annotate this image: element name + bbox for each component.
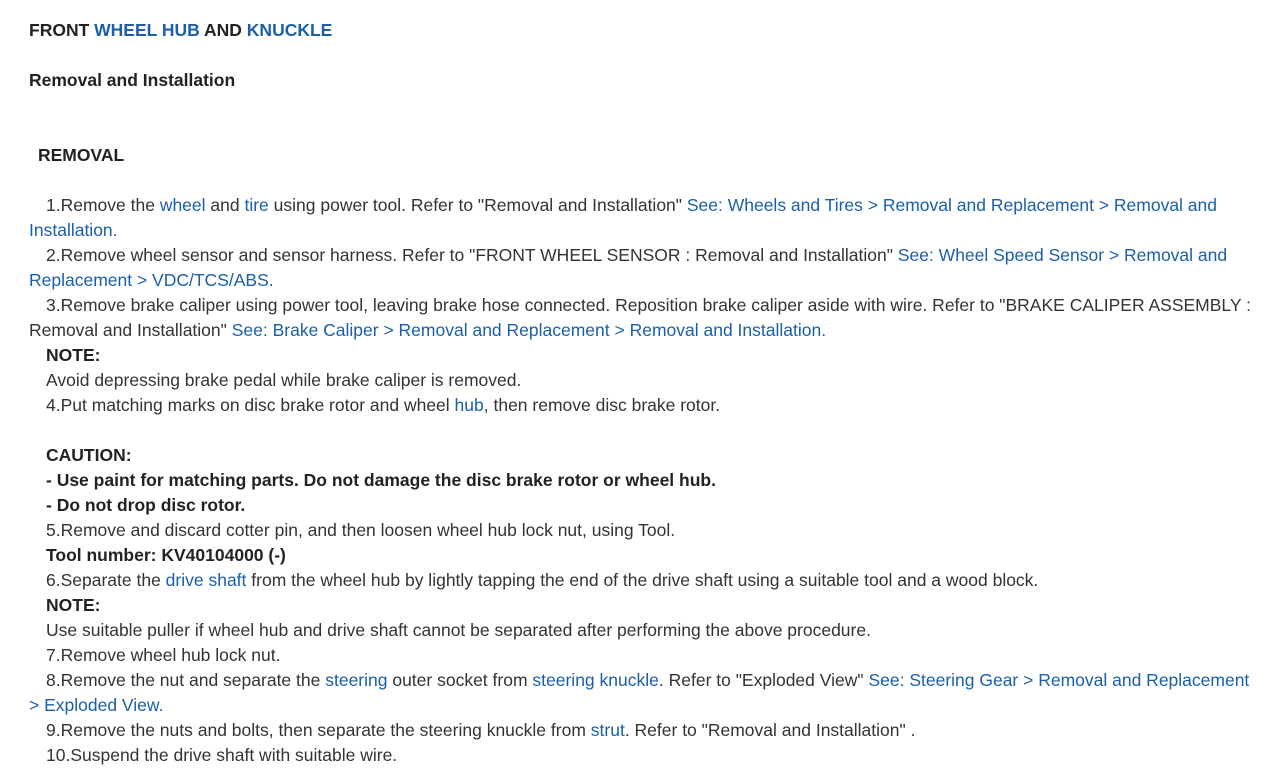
step-2: 2.Remove wheel sensor and sensor harness. Refer to "FRONT WHEEL SENSOR : Removal and Installation" See: Wheel Speed Sensor > Removal and Replacement > VDC/TCS/ABS. <box>29 245 1228 290</box>
step-3: 3.Remove brake caliper using power tool, leaving brake hose connected. Reposition brake caliper aside with wire. Refer to "BRAKE CALIPER ASSEMBLY : Removal and Installation" See: Brake Caliper > Removal and Replacement > Removal and Installation. <box>29 295 1251 340</box>
see-steering-gear-link[interactable]: See: Steering Gear > Removal and Replacement > Exploded View <box>29 670 1250 715</box>
see-wheels-tires-link[interactable]: See: Wheels and Tires > Removal and Replacement > Removal and Installation <box>29 195 1218 240</box>
step-6: 6.Separate the drive shaft from the wheel hub by lightly tapping the end of the drive shaft using a suitable tool and a wood block. <box>46 570 1039 590</box>
see-wheel-speed-sensor-link[interactable]: See: Wheel Speed Sensor > Removal and Replacement > VDC/TCS/ABS <box>29 245 1228 290</box>
wheel-hub-link[interactable]: WHEEL HUB <box>94 20 200 40</box>
step-4: 4.Put matching marks on disc brake rotor and wheel hub, then remove disc brake rotor. <box>46 395 721 415</box>
note-text: Use suitable puller if wheel hub and drive shaft cannot be separated after performing the above procedure. <box>46 620 871 640</box>
caution-item-1: - Use paint for matching parts. Do not damage the disc brake rotor or wheel hub. <box>46 470 716 490</box>
steering-link[interactable]: steering <box>325 670 388 690</box>
strut-link[interactable]: strut <box>590 720 625 740</box>
hub-link[interactable]: hub <box>454 395 484 415</box>
page-subtitle: Removal and Installation <box>29 70 236 90</box>
note-label: NOTE: <box>46 345 101 365</box>
step-7: 7.Remove wheel hub lock nut. <box>46 645 281 665</box>
note-label: NOTE: <box>46 595 101 615</box>
step-8: 8.Remove the nut and separate the steering outer socket from steering knuckle. Refer to "Exploded View" See: Steering Gear > Removal and Replacement > Exploded View. <box>29 670 1250 715</box>
page-title: FRONT WHEEL HUB AND KNUCKLE <box>29 20 333 40</box>
caution-label: CAUTION: <box>46 445 132 465</box>
wheel-link[interactable]: wheel <box>159 195 206 215</box>
tool-number: Tool number: KV40104000 (-) <box>46 545 286 565</box>
note-text: Avoid depressing brake pedal while brake caliper is removed. <box>46 370 522 390</box>
tire-link[interactable]: tire <box>244 195 269 215</box>
see-brake-caliper-link[interactable]: See: Brake Caliper > Removal and Replacement > Removal and Installation <box>231 320 822 340</box>
step-5: 5.Remove and discard cotter pin, and then loosen wheel hub lock nut, using Tool. <box>46 520 676 540</box>
step-9: 9.Remove the nuts and bolts, then separate the steering knuckle from strut. Refer to "Removal and Installation" . <box>46 720 916 740</box>
step-1: 1.Remove the wheel and tire using power tool. Refer to "Removal and Installation" See: Wheels and Tires > Removal and Replacement > Removal and Installation. <box>29 195 1218 240</box>
document-body <box>29 18 1254 768</box>
drive-shaft-link[interactable]: drive shaft <box>165 570 247 590</box>
section-heading: REMOVAL <box>38 145 125 165</box>
steering-knuckle-link[interactable]: steering knuckle <box>532 670 659 690</box>
knuckle-link[interactable]: KNUCKLE <box>246 20 333 40</box>
step-10: 10.Suspend the drive shaft with suitable wire. <box>46 745 398 765</box>
caution-item-2: - Do not drop disc rotor. <box>46 495 246 515</box>
